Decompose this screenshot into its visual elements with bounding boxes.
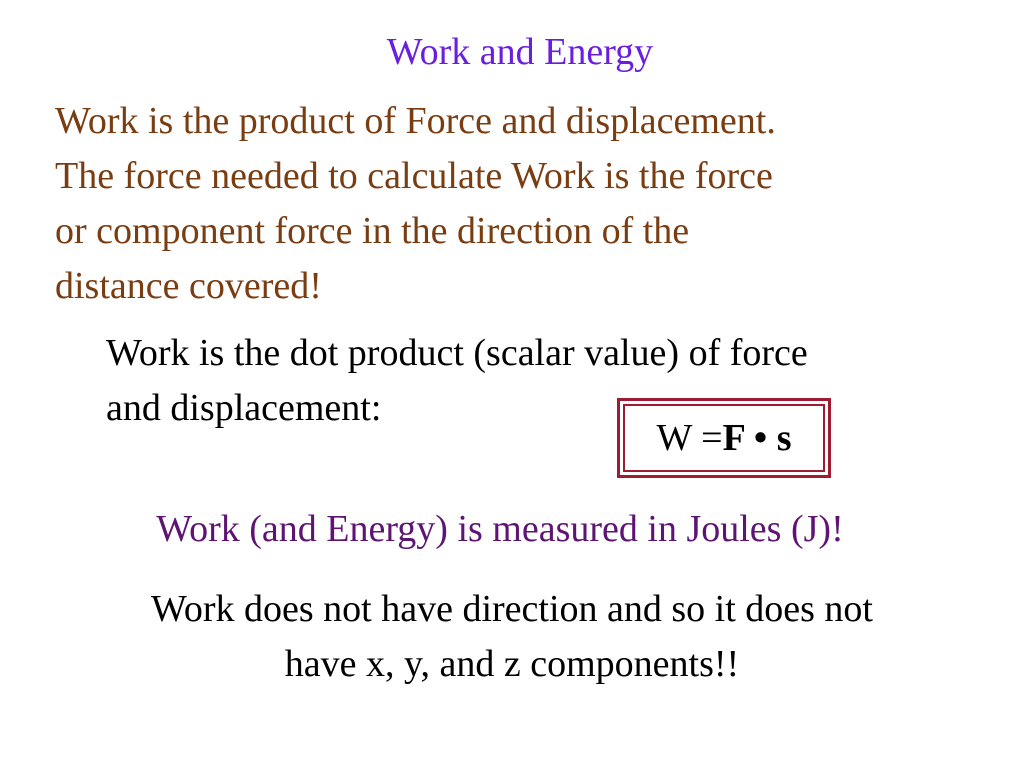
slide-title: Work and Energy — [386, 31, 654, 73]
formula-lhs: W = — [656, 417, 723, 459]
formula-box — [617, 398, 831, 478]
units-statement: Work (and Energy) is measured in Joules (J)! — [156, 508, 844, 550]
intro-paragraph — [55, 94, 995, 314]
intro-line: The force needed to calculate Work is the force — [55, 155, 773, 197]
direction-line: Work does not have direction and so it does not — [151, 588, 873, 630]
formula-rhs: F • s — [722, 417, 792, 459]
intro-line: distance covered! — [55, 265, 322, 307]
dot-product-line: and displacement: — [106, 387, 382, 429]
dot-product-paragraph — [106, 326, 986, 436]
dot-product-line: Work is the dot product (scalar value) of force — [106, 332, 808, 374]
direction-line: have x, y, and z components!! — [284, 643, 740, 685]
direction-paragraph — [0, 582, 1024, 692]
intro-line: or component force in the direction of the — [55, 210, 690, 252]
intro-line: Work is the product of Force and displacement. — [55, 100, 776, 142]
formula — [623, 404, 825, 472]
